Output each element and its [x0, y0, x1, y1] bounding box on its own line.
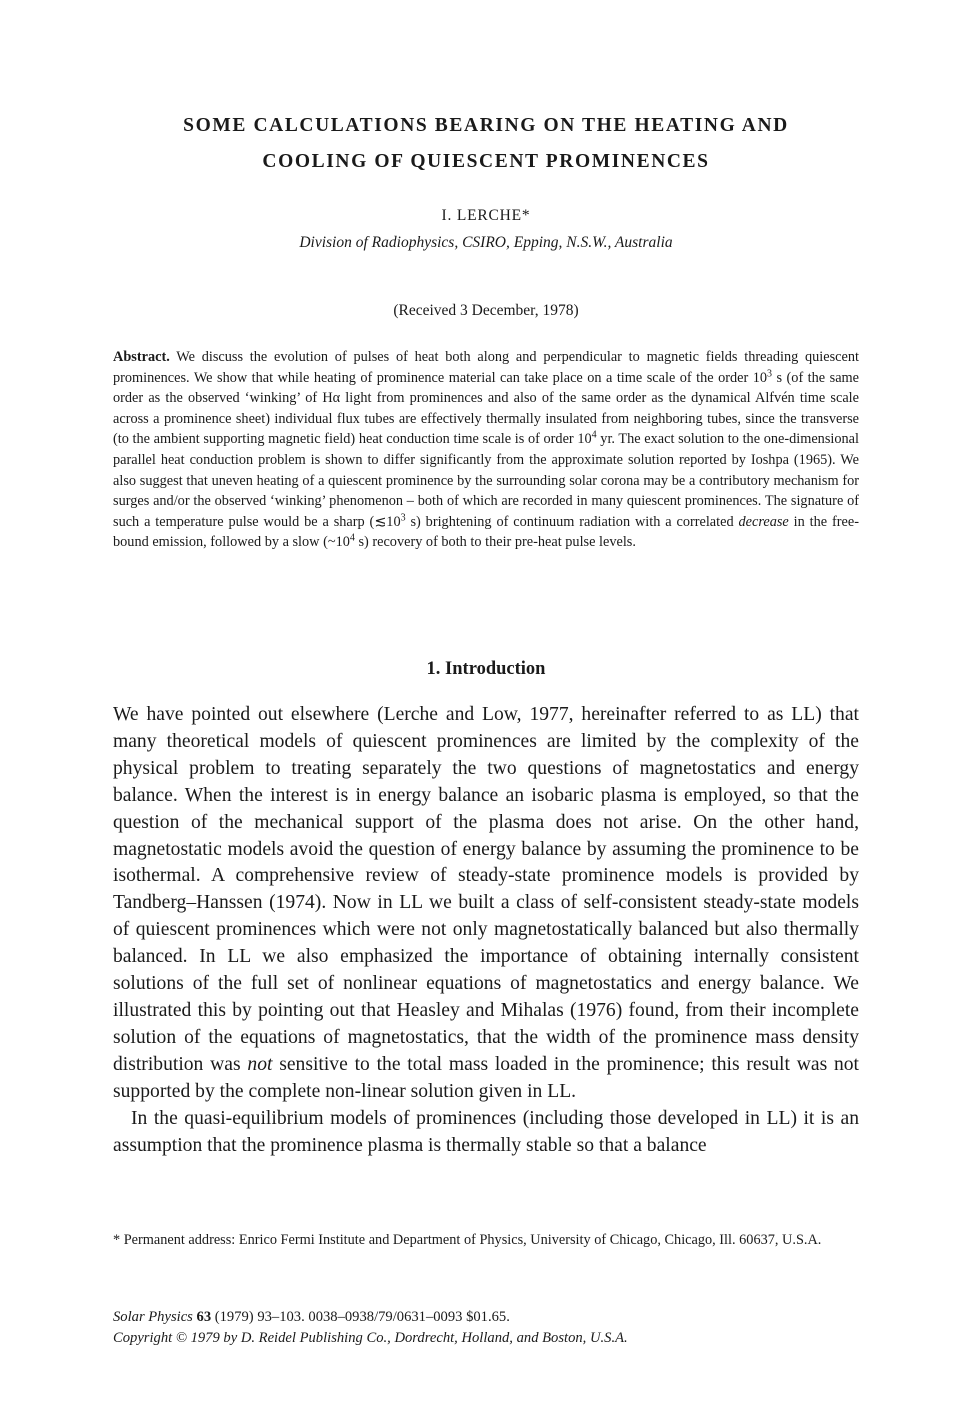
- abstract-text-5: in the free-bound emission, followed by a slow (~10: [113, 513, 859, 551]
- abstract-label: Abstract.: [113, 349, 170, 365]
- title-line-2: COOLING OF QUIESCENT PROMINENCES: [262, 151, 710, 172]
- footnote: * Permanent address: Enrico Fermi Institute and Department of Physics, University of Chicago, Chicago, Ill. 60637, U.S.A.: [113, 1232, 822, 1248]
- citation-details: (1979) 93–103. 0038–0938/79/0631–0093 $01.65.: [211, 1309, 510, 1325]
- section-heading: 1. Introduction: [426, 659, 546, 679]
- abstract-emphasis: decrease: [738, 513, 789, 530]
- publication-footer: [113, 1307, 859, 1348]
- paragraph-2: In the quasi-equilibrium models of prominences (including those developed in LL) it is an assumption that the prominence plasma is thermally stable so that a balance: [113, 1107, 859, 1156]
- journal-volume: 63: [196, 1309, 212, 1325]
- article-title: [113, 108, 859, 180]
- article-page: [113, 0, 859, 1425]
- abstract-text-3: yr. The exact solution to the one-dimensional parallel heat conduction problem is shown to differ significantly from the approximate solution reported by Ioshpa (1965). We also suggest that uneven heating of a quiescent prominence by the surrounding solar corona may be a contributory mechanism for surges and/or the observed ‘winking’ phenomenon – both of which are recorded in many quiescent prominences. The signature of such a temperature pulse would be a sharp (≲10: [113, 431, 859, 530]
- abstract-sup-4: 4: [349, 532, 355, 544]
- abstract: [113, 347, 859, 553]
- journal-name: Solar Physics: [113, 1309, 193, 1325]
- paragraph-1-emphasis: not: [247, 1053, 273, 1075]
- citation-line: [113, 1307, 859, 1328]
- title-line-1: SOME CALCULATIONS BEARING ON THE HEATING AND: [183, 115, 789, 136]
- body-text: [113, 702, 859, 1159]
- abstract-sup-3: 3: [400, 512, 406, 524]
- abstract-text-6: s) recovery of both to their pre-heat pulse levels.: [354, 534, 636, 551]
- paragraph-1-text-a: We have pointed out elsewhere (Lerche and Low, 1977, hereinafter referred to as LL) that many theoretical models of quiescent prominences are limited by the complexity of the physical problem to treating separately the two questions of magnetostatics and energy balance. When the interest is in energy balance an isobaric plasma is employed, so that the question of the mechanical support of the plasma does not arise. On the other hand, magnetostatic models avoid the question of energy balance by assuming the prominence to be isothermal. A comprehensive review of steady-state prominence models is provided by Tandberg–Hanssen (1974). Now in LL we built a class of self-consistent steady-state models of quiescent prominences which were not only magnetostatically balanced but also thermally balanced. In LL we also emphasized the importance of obtaining internally consistent solutions of the full set of nonlinear equations of magnetostatics and energy balance. We illustrated this by pointing out that Heasley and Mihalas (1976) found, from their incomplete solution of the equations of magnetostatics, that the width of the prominence mass density distribution was: [113, 704, 859, 1075]
- abstract-text-1: We discuss the evolution of pulses of heat both along and perpendicular to magnetic fields threading quiescent prominences. We show that while heating of prominence material can take place on a time scale of the order 10: [113, 349, 859, 386]
- author-name: I. LERCHE*: [441, 207, 531, 224]
- received-date: (Received 3 December, 1978): [393, 302, 579, 319]
- paragraph-1-text-b: sensitive to the total mass loaded in the prominence; this result was not supported by the complete non-linear solution given in LL.: [113, 1053, 860, 1102]
- abstract-text-2: s (of the same order as the observed ‘winking’ of Hα light from prominences and also of the same order as the dynamical Alfvén time scale across a prominence sheet) individual flux tubes are effectively thermally insulated from neighboring tubes, since the transverse (to the ambient supporting magnetic field) heat conduction time scale is of order 10: [113, 369, 860, 448]
- paragraph-1: [113, 702, 859, 1106]
- abstract-text-4: s) brightening of continuum radiation with a correlated: [405, 513, 739, 530]
- copyright-line: Copyright © 1979 by D. Reidel Publishing Co., Dordrecht, Holland, and Boston, U.S.A.: [113, 1329, 628, 1346]
- abstract-sup-1: 3: [767, 368, 773, 380]
- author-affiliation: Division of Radiophysics, CSIRO, Epping, N.S.W., Australia: [299, 234, 673, 251]
- abstract-sup-2: 4: [591, 429, 597, 441]
